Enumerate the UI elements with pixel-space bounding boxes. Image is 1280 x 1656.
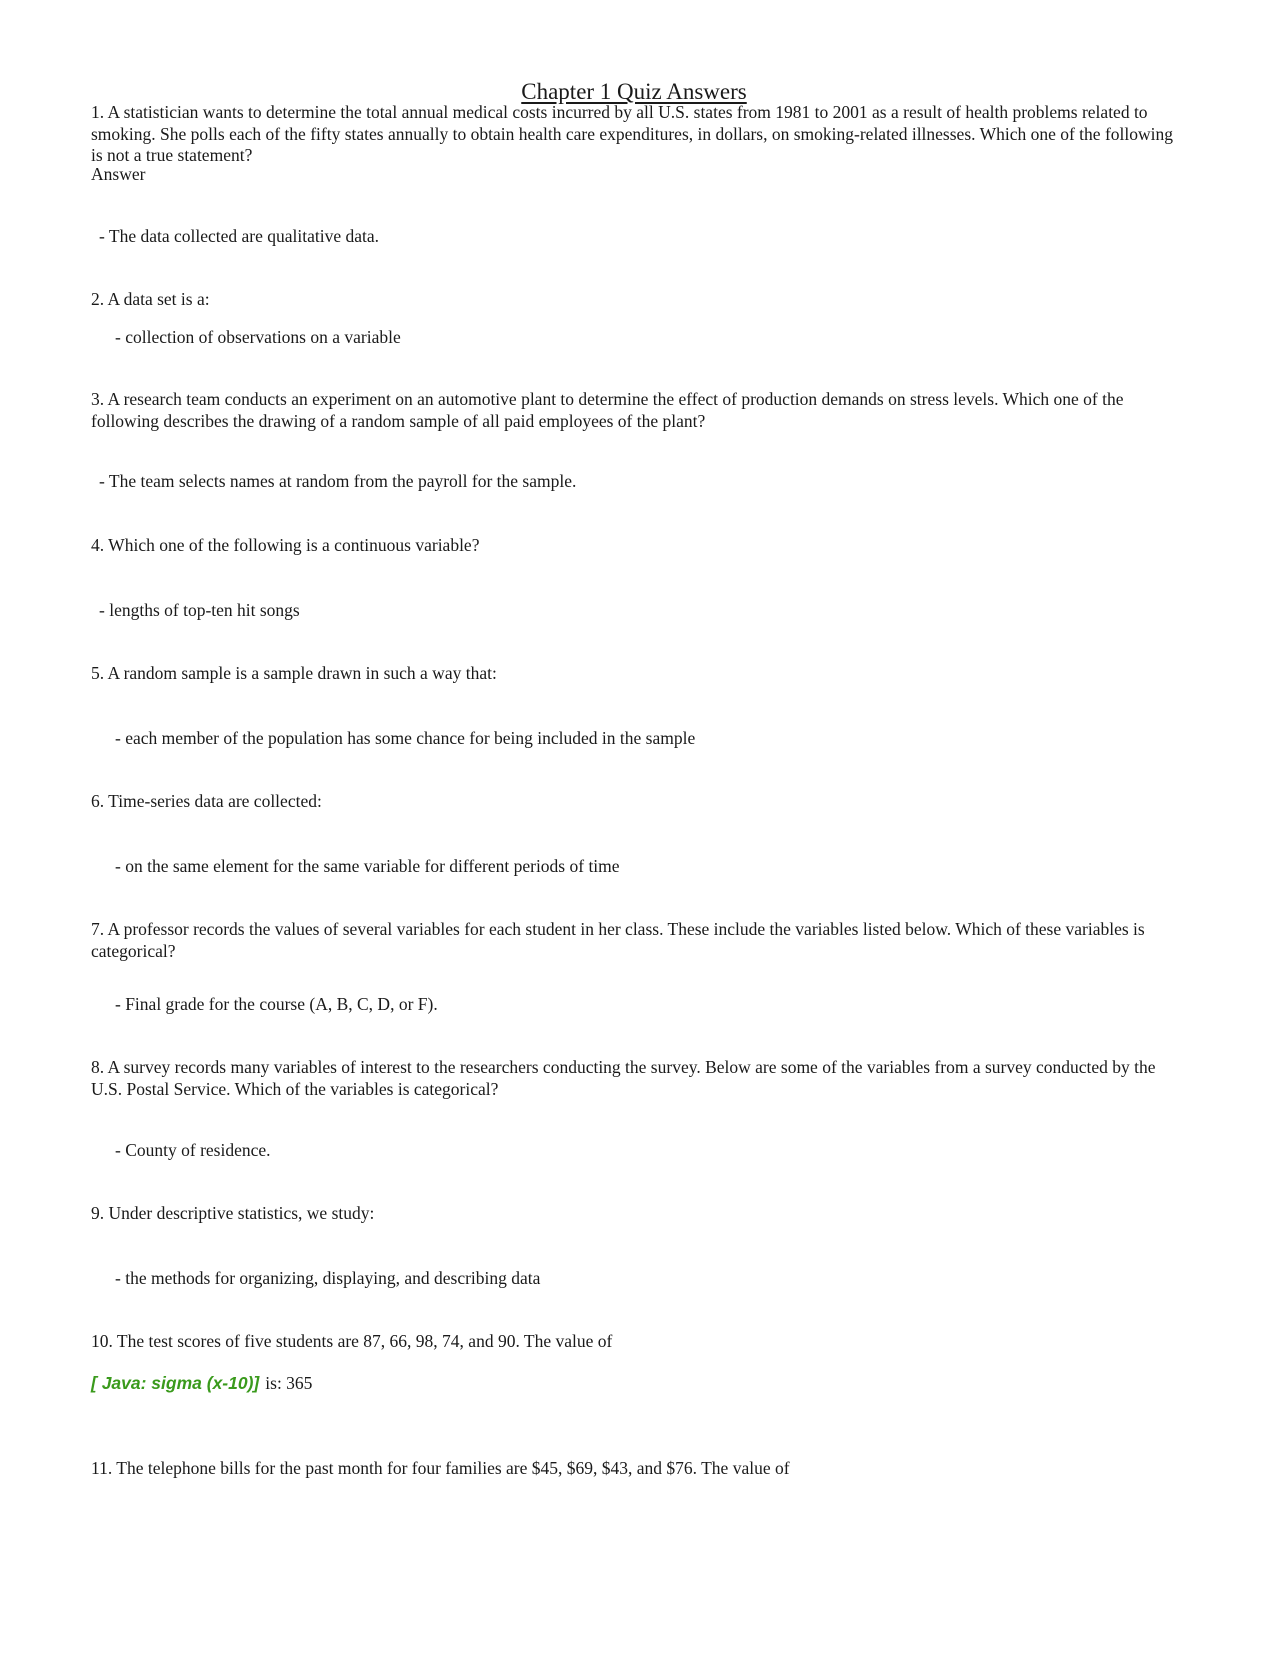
- question-7: 7. A professor records the values of several variables for each student in her class. These include the variables listed below. Which of these variables is categorical?: [91, 919, 1145, 961]
- answer-6: - on the same element for the same variable for different periods of time: [115, 856, 620, 876]
- answer-7: - Final grade for the course (A, B, C, D, or F).: [115, 994, 438, 1014]
- question-9: 9. Under descriptive statistics, we study:: [91, 1203, 375, 1223]
- question-3: 3. A research team conducts an experiment on an automotive plant to determine the effect of production demands on stress levels. Which one of the following describes the drawing of a random sample of all paid employees of the plant?: [91, 389, 1124, 431]
- question-8: 8. A survey records many variables of interest to the researchers conducting the survey. Below are some of the variables from a survey conducted by the U.S. Postal Service. Which of the variables is categorical?: [91, 1057, 1156, 1099]
- answer-2: - collection of observations on a variable: [115, 327, 401, 347]
- question-2: 2. A data set is a:: [91, 289, 210, 309]
- answer-label: Answer: [91, 164, 146, 184]
- java-formula-tag: [ Java: sigma (x-10)]: [91, 1373, 260, 1393]
- question-4: 4. Which one of the following is a continuous variable?: [91, 535, 480, 555]
- answer-3: - The team selects names at random from the payroll for the sample.: [99, 471, 577, 491]
- question-5: 5. A random sample is a sample drawn in such a way that:: [91, 663, 497, 683]
- question-11: 11. The telephone bills for the past month for four families are $45, $69, $43, and $76. The value of: [91, 1458, 790, 1478]
- answer-10-value: is: 365: [265, 1373, 313, 1393]
- answer-10: [91, 1372, 312, 1394]
- answer-8: - County of residence.: [115, 1140, 271, 1160]
- answer-5: - each member of the population has some chance for being included in the sample: [115, 728, 696, 748]
- question-1: 1. A statistician wants to determine the total annual medical costs incurred by all U.S. states from 1981 to 2001 as a result of health problems related to smoking. She polls each of the fifty states annually to obtain health care expenditures, in dollars, on smoking-related illnesses. Which one of the following is not a true statement?: [91, 102, 1173, 165]
- answer-1: - The data collected are qualitative data.: [99, 226, 380, 246]
- document-title: Chapter 1 Quiz Answers: [521, 79, 747, 104]
- answer-9: - the methods for organizing, displaying, and describing data: [115, 1268, 541, 1288]
- question-6: 6. Time-series data are collected:: [91, 791, 322, 811]
- question-10: 10. The test scores of five students are 87, 66, 98, 74, and 90. The value of: [91, 1331, 613, 1351]
- answer-4: - lengths of top-ten hit songs: [99, 600, 300, 620]
